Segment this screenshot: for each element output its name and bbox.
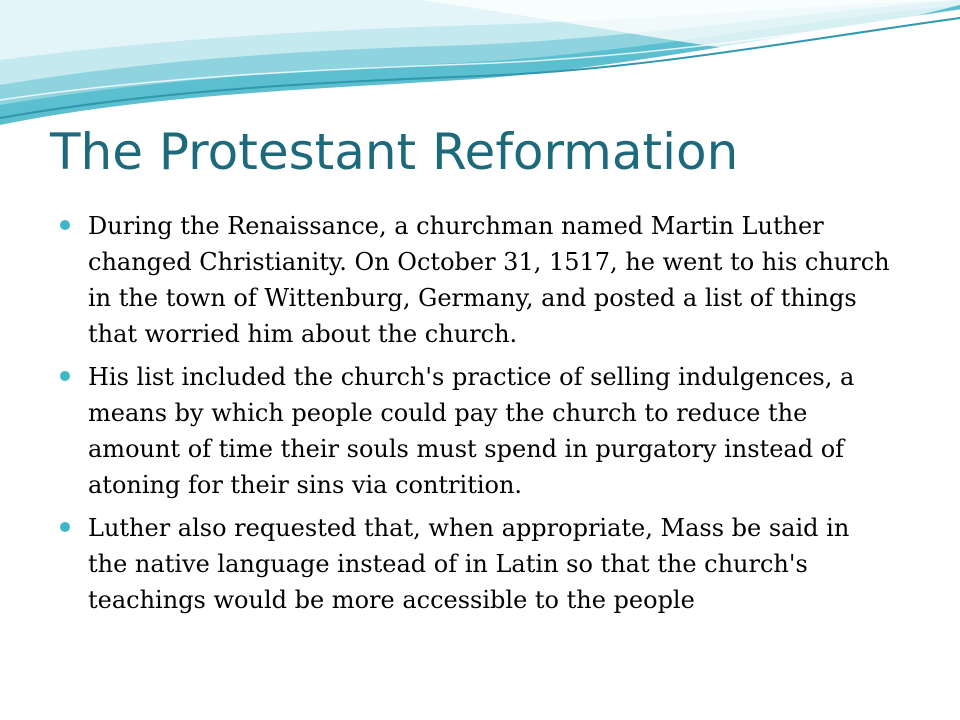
bullet-item	[60, 208, 896, 352]
slide-title: The Protestant Reformation	[50, 123, 739, 181]
bullet-text: During the Renaissance, a churchman named Martin Luther changed Christianity. On October 31, 1517, he went to his church in the town of Wittenburg, Germany, and posted a list of things that worried him about the church.	[88, 212, 890, 348]
bullet-item	[60, 510, 896, 618]
bullet-dot-icon	[60, 371, 70, 381]
bullet-item	[60, 359, 896, 503]
bullet-list	[60, 208, 896, 625]
bullet-dot-icon	[60, 522, 70, 532]
bullet-dot-icon	[60, 220, 70, 230]
bullet-text: His list included the church's practice of selling indulgences, a means by which people could pay the church to reduce the amount of time their souls must spend in purgatory instead of atoning for their sins via contrition.	[88, 363, 855, 499]
bullet-text: Luther also requested that, when appropriate, Mass be said in the native language instead of in Latin so that the church's teachings would be more accessible to the people	[88, 514, 850, 614]
